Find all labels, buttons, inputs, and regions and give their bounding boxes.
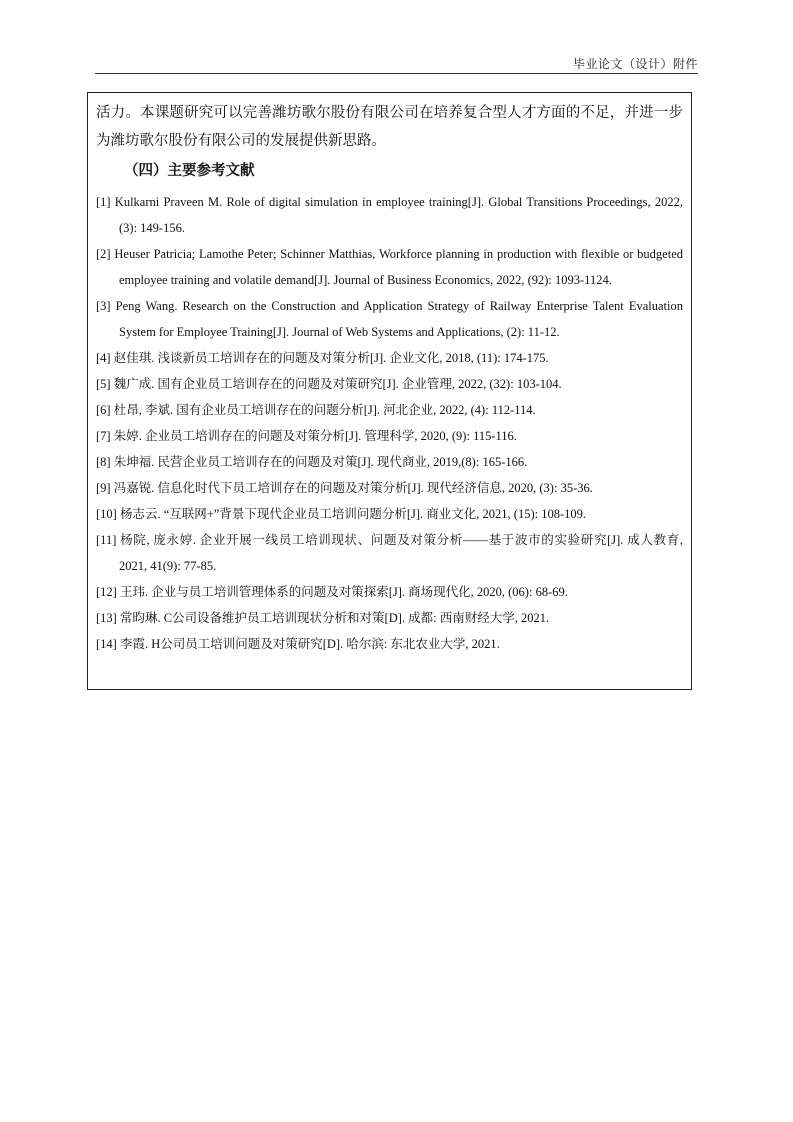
reference-item: [12] 王玮. 企业与员工培训管理体系的问题及对策探索[J]. 商场现代化, 2020, (06): 68-69.	[96, 585, 568, 599]
reference-item: [1] Kulkarni Praveen M. Role of digital simulation in employee training[J]. Global Transitions Proceedings, 2022, (3): 149-156.	[96, 195, 683, 235]
page-header-title: 毕业论文（设计）附件	[572, 57, 698, 71]
header-divider	[95, 73, 698, 74]
reference-item: [5] 魏广成. 国有企业员工培训存在的问题及对策研究[J]. 企业管理, 2022, (32): 103-104.	[96, 377, 562, 391]
reference-item: [10] 杨志云. “互联网+”背景下现代企业员工培训问题分析[J]. 商业文化, 2021, (15): 108-109.	[96, 507, 586, 521]
reference-item: [14] 李霞. H公司员工培训问题及对策研究[D]. 哈尔滨: 东北农业大学, 2021.	[96, 637, 500, 651]
reference-item: [11] 杨院, 庞永婷. 企业开展一线员工培训现状、问题及对策分析——基于波市的实验研究[J]. 成人教育, 2021, 41(9): 77-85.	[96, 533, 683, 573]
reference-item: [3] Peng Wang. Research on the Construction and Application Strategy of Railway Enterprise Talent Evaluation System for Employee Training[J]. Journal of Web Systems and Applications, (2): 11-12.	[96, 299, 683, 339]
intro-paragraph: 活力。本课题研究可以完善潍坊歌尔股份有限公司在培养复合型人才方面的不足，并进一步为潍坊歌尔股份有限公司的发展提供新思路。	[96, 105, 683, 149]
reference-item: [8] 朱坤福. 民营企业员工培训存在的问题及对策[J]. 现代商业, 2019,(8): 165-166.	[96, 455, 528, 469]
reference-item: [9] 冯嘉锐. 信息化时代下员工培训存在的问题及对策分析[J]. 现代经济信息, 2020, (3): 35-36.	[96, 481, 593, 495]
reference-item: [13] 常昀琳. C公司设备维护员工培训现状分析和对策[D]. 成都: 西南财经大学, 2021.	[96, 611, 550, 625]
content-frame	[87, 92, 692, 690]
reference-item: [6] 杜昂, 李斌. 国有企业员工培训存在的问题分析[J]. 河北企业, 2022, (4): 112-114.	[96, 403, 536, 417]
reference-list	[96, 189, 683, 657]
reference-item: [7] 朱婷. 企业员工培训存在的问题及对策分析[J]. 管理科学, 2020, (9): 115-116.	[96, 429, 517, 443]
section-title: （四）主要参考文献	[124, 163, 255, 179]
reference-item: [4] 赵佳琪. 浅谈新员工培训存在的问题及对策分析[J]. 企业文化, 2018, (11): 174-175.	[96, 351, 549, 365]
reference-item: [2] Heuser Patricia; Lamothe Peter; Schinner Matthias, Workforce planning in production with flexible or budgeted employee training and volatile demand[J]. Journal of Business Economics, 2022, (92): 1093-1124.	[96, 247, 683, 287]
